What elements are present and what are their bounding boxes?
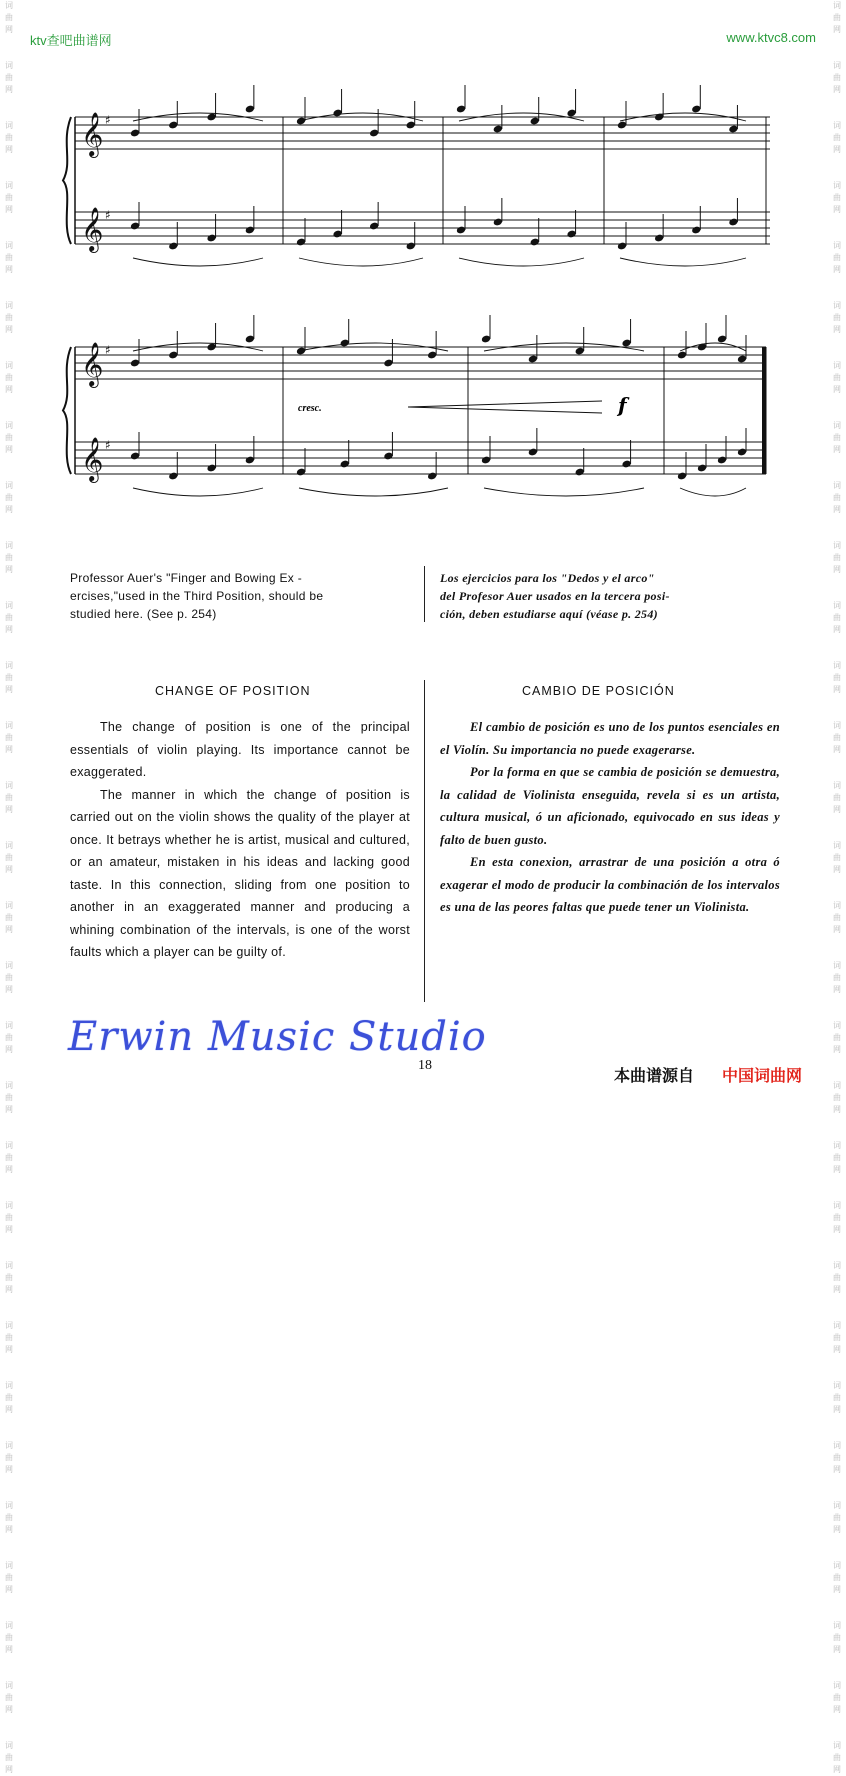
header-site-name[interactable]: ktv查吧曲谱网	[30, 33, 112, 48]
auer-note-es-line: Los ejercicios para los "Dedos y el arco"	[440, 571, 655, 585]
forte-marking: f	[618, 393, 627, 417]
source-label: 本曲谱源自	[614, 1066, 695, 1085]
auer-note-spanish	[440, 569, 780, 623]
cresc-marking: cresc.	[298, 403, 322, 414]
slur	[620, 258, 746, 266]
section-body-spanish	[440, 716, 780, 919]
paragraph: Por la forma en que se cambia de posición se demuestra, la calidad de Violinista enseguida, revela si es un artista, cultura musical, ó un aficionado, equivocado en sus ideas y falto de buen gusto.	[440, 765, 780, 847]
source-site-link[interactable]: 中国词曲网	[722, 1066, 803, 1085]
slur	[299, 258, 423, 266]
column-divider-top	[424, 566, 425, 622]
sharp-sign-icon: ♯	[105, 438, 111, 452]
sharp-sign-icon: ♯	[105, 343, 111, 357]
left-watermark-strip: 词 曲 网 词 曲 网 词 曲 网 词 曲 网 词 曲 网 词 曲 网 词 曲 网 词 曲 网 词 曲 网 词 曲 网 词 曲 网 词 曲 网 词 曲 网 词 曲 网 词 曲 网 词 曲 网 词 曲 网 词 曲 网 词 曲 网 词 曲 网 词 曲 网 词 曲 网 词 曲 网 词 曲 网 词 曲 网 词 曲 网 词 曲 网 词 曲 网 词 曲 网 词 曲 网	[5, 1, 13, 1774]
sharp-sign-icon: ♯	[105, 113, 111, 127]
final-barline	[762, 347, 766, 474]
treble-clef-icon: 𝄞	[81, 207, 104, 251]
auer-note-en-line: Professor Auer's "Finger and Bowing Ex -	[70, 571, 302, 585]
auer-note-english	[70, 569, 410, 623]
slur	[133, 488, 263, 496]
header-site-url[interactable]: www.ktvc8.com	[726, 30, 816, 45]
treble-clef-icon: 𝄞	[81, 437, 104, 481]
slur	[680, 488, 746, 496]
paragraph: En esta conexion, arrastrar de una posición a otra ó exagerar el modo de producir la combinación de los intervalos es una de las peores faltas que puede tener un Violinista.	[440, 855, 780, 914]
paragraph: The manner in which the change of position is carried out on the violin shows the quality of the player at once. It betrays whether he is artist, musical and cultured, or an amateur, mistaken in his ideas and lacking good taste. In this connection, sliding from one position to another in an exaggerated manner and producing a whining combination of the intervals, is one of the worst faults which a player can be guilty of.	[70, 787, 410, 959]
system-brace	[63, 347, 71, 474]
paragraph: The change of position is one of the principal essentials of violin playing. Its importance cannot be exaggerated.	[70, 720, 410, 779]
studio-watermark-logo: Erwin Music Studio	[68, 1014, 487, 1060]
treble-clef-icon: 𝄞	[81, 342, 104, 386]
paragraph: El cambio de posición es uno de los puntos esenciales en el Violín. Su importancia no puede exagerarse.	[440, 720, 780, 757]
slur	[459, 258, 584, 266]
section-title-spanish: CAMBIO DE POSICIÓN	[522, 684, 675, 698]
slur	[484, 488, 644, 496]
section-title-english: CHANGE OF POSITION	[155, 684, 311, 698]
column-divider-main	[424, 680, 425, 1002]
slur	[133, 258, 263, 266]
right-watermark-strip: 词 曲 网 词 曲 网 词 曲 网 词 曲 网 词 曲 网 词 曲 网 词 曲 网 词 曲 网 词 曲 网 词 曲 网 词 曲 网 词 曲 网 词 曲 网 词 曲 网 词 曲 网 词 曲 网 词 曲 网 词 曲 网 词 曲 网 词 曲 网 词 曲 网 词 曲 网 词 曲 网 词 曲 网 词 曲 网 词 曲 网 词 曲 网 词 曲 网 词 曲 网 词 曲 网	[833, 1, 841, 1774]
slur	[299, 488, 448, 496]
auer-note-en-line: studied here. (See p. 254)	[70, 607, 217, 621]
auer-note-en-line: ercises,"used in the Third Position, should be	[70, 589, 324, 603]
system-brace	[63, 117, 71, 244]
crescendo-hairpin	[408, 401, 602, 413]
sharp-sign-icon: ♯	[105, 208, 111, 222]
page-number: 18	[418, 1058, 432, 1073]
treble-clef-icon: 𝄞	[81, 112, 104, 156]
music-score	[0, 0, 846, 560]
auer-note-es-line: ción, deben estudiarse aquí (véase p. 254)	[440, 607, 658, 621]
section-body-english	[70, 716, 410, 964]
auer-note-es-line: del Profesor Auer usados en la tercera posi-	[440, 589, 670, 603]
